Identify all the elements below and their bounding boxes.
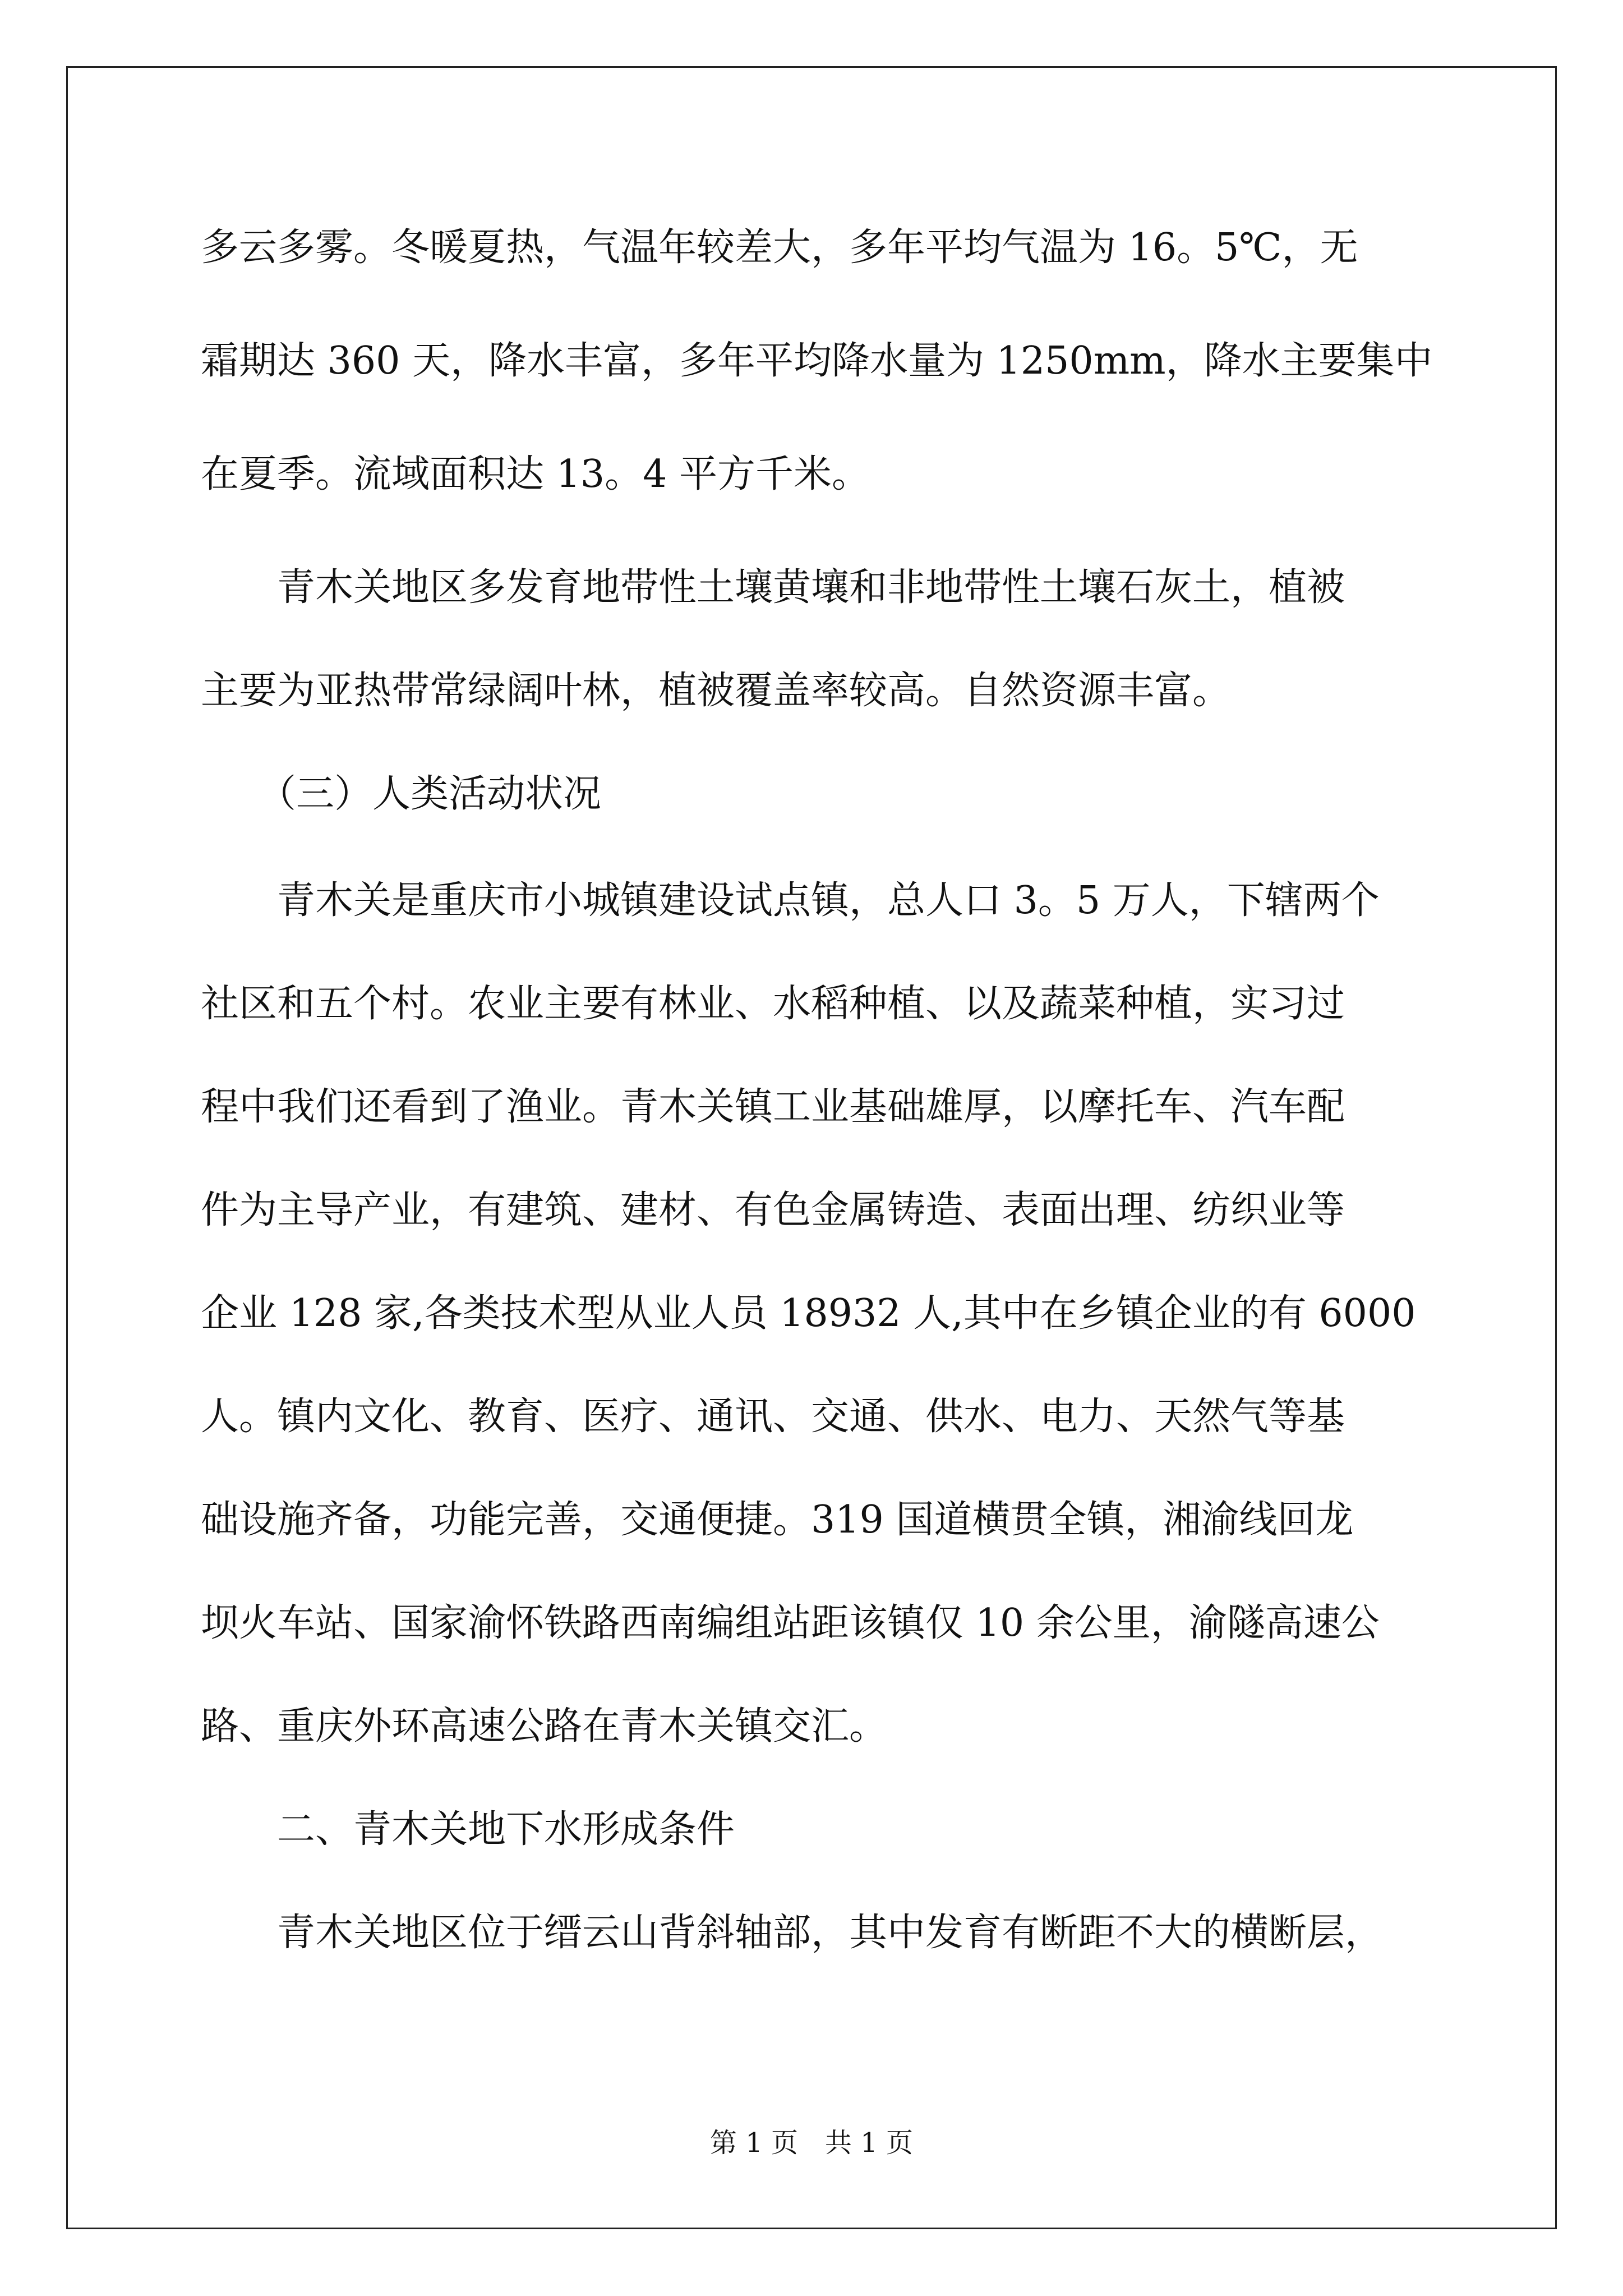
- section-heading: （三）人类活动状况: [201, 772, 602, 816]
- text-line: 在夏季。流域面积达 13。4 平方千米。: [201, 452, 870, 496]
- text-line: 青木关地区多发育地带性土壤黄壤和非地带性土壤石灰土，植被: [201, 565, 1345, 610]
- text-line: 多云多雾。冬暖夏热，气温年较差大，多年平均气温为 16。5℃，无: [201, 226, 1358, 270]
- text-line: 主要为亚热带常绿阔叶林，植被覆盖率较高。自然资源丰富。: [201, 669, 1231, 713]
- text-line: 社区和五个村。农业主要有林业、水稻种植、以及蔬菜种植，实习过: [201, 982, 1345, 1026]
- text-line: 件为主导产业，有建筑、建材、有色金属铸造、表面出理、纺织业等: [201, 1188, 1345, 1232]
- text-line: 人。镇内文化、教育、医疗、通讯、交通、供水、电力、天然气等基: [201, 1395, 1345, 1439]
- section-heading: 二、青木关地下水形成条件: [201, 1807, 735, 1852]
- page-number-footer: 第 1 页 共 1 页: [709, 2127, 914, 2159]
- text-line: 程中我们还看到了渔业。青木关镇工业基础雄厚，以摩托车、汽车配: [201, 1085, 1345, 1129]
- page-border: [66, 66, 1557, 2229]
- text-line: 霜期达 360 天，降水丰富，多年平均降水量为 1250mm，降水主要集中: [201, 339, 1433, 383]
- text-line: 青木关地区位于缙云山背斜轴部，其中发育有断距不大的横断层，: [201, 1911, 1384, 1955]
- text-line: 青木关是重庆市小城镇建设试点镇，总人口 3。5 万人，下辖两个: [201, 878, 1380, 923]
- text-line: 路、重庆外环高速公路在青木关镇交汇。: [201, 1704, 888, 1749]
- text-line: 础设施齐备，功能完善，交通便捷。319 国道横贯全镇，湘渝线回龙: [201, 1498, 1354, 1542]
- text-line: 企业 128 家,各类技术型从业人员 18932 人,其中在乡镇企业的有 6000: [201, 1291, 1416, 1336]
- text-line: 坝火车站、国家渝怀铁路西南编组站距该镇仅 10 余公里，渝隧高速公: [201, 1601, 1380, 1645]
